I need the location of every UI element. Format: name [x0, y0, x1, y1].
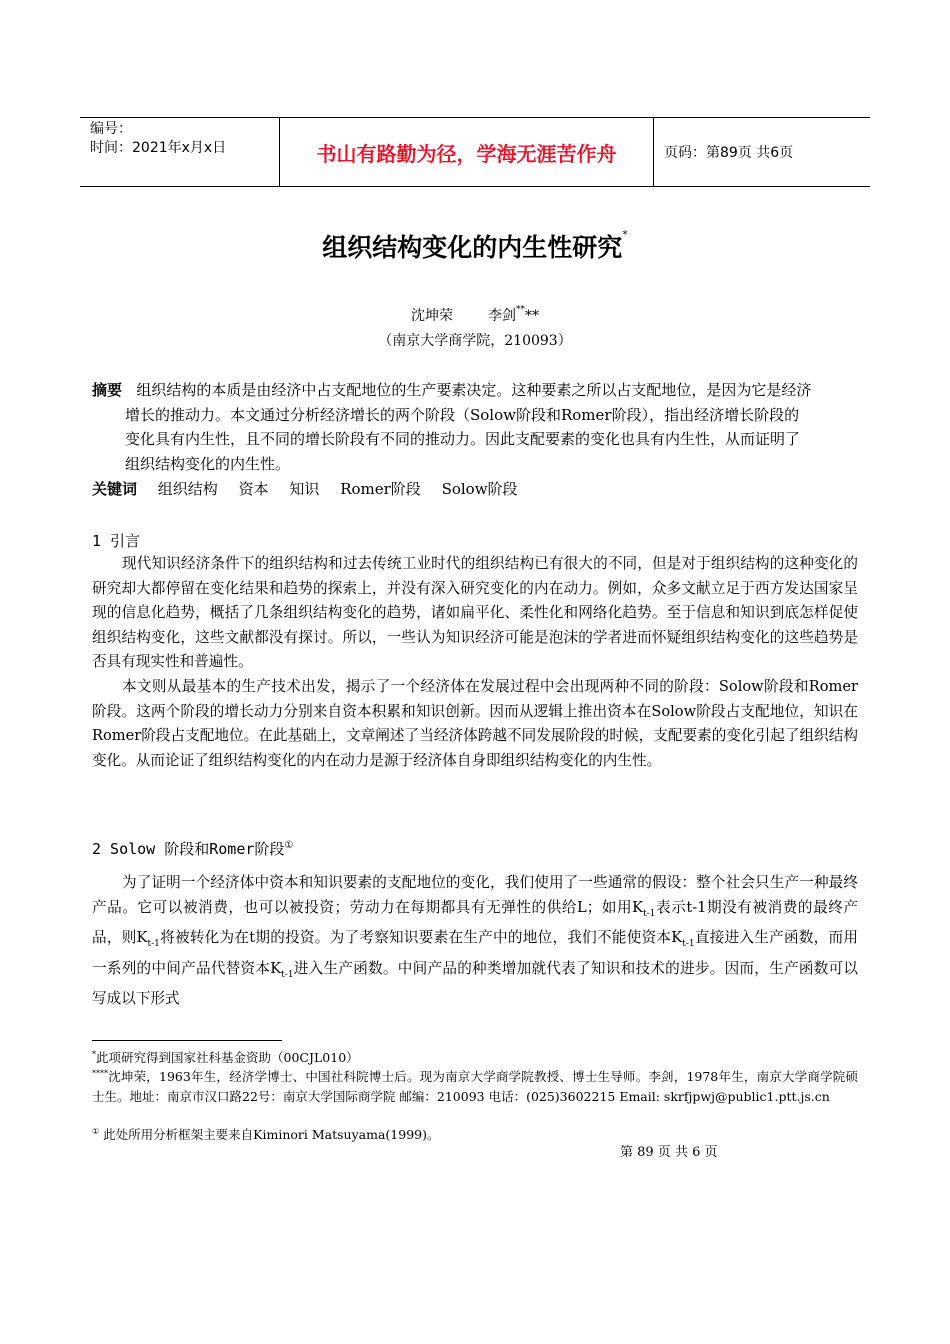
keyword-item: Solow阶段 [441, 480, 518, 498]
paragraph [92, 871, 858, 1012]
keywords [92, 478, 534, 499]
section-1-heading: 1 引言 [92, 532, 141, 550]
text-run: 表示t-1期没有被消费的最终产品，则K [92, 898, 858, 947]
keyword-item: 组织结构 [157, 480, 218, 498]
affiliation: （南京大学商学院，210093） [378, 333, 572, 349]
text-run: 将被转化为在t期的投资。为了考察知识要素在生产中的地位，我们不能使资本K [159, 929, 683, 947]
footnote-divider [92, 1040, 282, 1041]
abstract-text: 组织结构的本质是由经济中占支配地位的生产要素决定。这种要素之所以占支配地位，是因为它是经济增长的推动力。本文通过分析经济增长的两个阶段（Solow阶段和Romer阶段），指出经济增长阶段的变化具有内生性，且不同的增长阶段有不同的推动力。因此支配要素的变化也具有内生性，从而证明了组织结构变化的内生性。 [125, 381, 812, 473]
text-run: 直接进入生产函数，而用一系列的中间产品代替资本K [92, 929, 858, 977]
serial-label: 编号： [90, 121, 132, 137]
abstract-label: 摘要 [92, 381, 123, 399]
author-mark-tail: ** [524, 308, 539, 324]
footnote-text: 此处所用分析框架主要来自Kiminori Matsuyama(1999)。 [103, 1127, 440, 1143]
subscript: t-1 [281, 969, 294, 980]
date-label: 时间：2021年x月x日 [90, 140, 227, 156]
footnote-mark: * [92, 1050, 96, 1059]
subscript: t-1 [147, 939, 160, 949]
title-text: 组织结构变化的内生性研究 [322, 233, 623, 262]
title-footnote-mark: * [622, 228, 628, 241]
footnote-3 [92, 1122, 858, 1145]
keyword-item: 知识 [289, 480, 320, 498]
footnote-text: 沈坤荣，1963年生，经济学博士、中国社科院博士后。现为南京大学商学院教授、博士生导师。李剑，1978年生，南京大学商学院硕士生。地址：南京市汉口路22号：南京大学国际商学院 邮编：210093 电话：(025)3602215 Email: skrfjpwj@public1.ptt.js.cn [92, 1069, 858, 1105]
authors [0, 305, 950, 325]
text-run: 为了证明一个经济体中资本和知识要素的支配地位的变化，我们使用了一些通常的假设：整个社会只生产一种最终产品。它可以被消费，也可以被投资；劳动力在每期都具有无弹性的供给L；如用K [92, 874, 858, 916]
footnote-mark: ** [100, 1069, 108, 1078]
paragraph: 现代知识经济条件下的组织结构和过去传统工业时代的组织结构已有很大的不同，但是对于组织结构的这种变化的研究却大都停留在变化结果和趋势的探索上，并没有深入研究变化的内在动力。例如，众多文献立足于西方发达国家呈现的信息化趋势，概括了几条组织结构变化的趋势，诸如扁平化、柔性化和网络化趋势。至于信息和知识到底怎样促使组织结构变化，这些文献都没有探讨。所以，一些认为知识经济可能是泡沫的学者进而怀疑组织结构变化的这些趋势是否具有现实性和普遍性。 [92, 555, 858, 671]
paper-title [0, 228, 950, 264]
section-1-body [92, 552, 858, 773]
footnote-text: 此项研究得到国家社科基金资助（00CJL010） [96, 1050, 359, 1066]
subscript: t-1 [643, 908, 656, 919]
footnote-mark: ① [92, 1127, 100, 1136]
keyword-item: Romer阶段 [340, 480, 421, 498]
header-meta [80, 118, 280, 186]
paragraph: 本文则从最基本的生产技术出发，揭示了一个经济体在发展过程中会出现两种不同的阶段：Solow阶段和Romer阶段。这两个阶段的增长动力分别来自资本积累和知识创新。因而从逻辑上推出资本在Solow阶段占支配地位，知识在Romer阶段占支配地位。在此基础上，文章阐述了当经济体跨越不同发展阶段的时候，支配要素的变化引起了组织结构变化。从而论证了组织结构变化的内在动力是源于经济体自身即组织结构变化的内生性。 [92, 677, 858, 769]
keywords-label: 关键词 [92, 480, 138, 498]
author-2: 李剑 [487, 308, 516, 324]
abstract [92, 378, 812, 476]
author-1: 沈坤荣 [411, 308, 454, 324]
header-motto: 书山有路勤为径，学海无涯苦作舟 [280, 118, 654, 186]
keyword-item: 资本 [238, 480, 269, 498]
author-mark: ** [515, 305, 525, 315]
footnote-mark: ** [92, 1069, 100, 1078]
page-footer: 第 89 页 共 6 页 [620, 1145, 718, 1160]
section-2-heading-text: 2 Solow 阶段和Romer阶段 [92, 840, 285, 858]
document-header [80, 117, 870, 187]
section-2-heading [92, 838, 293, 859]
text-run: 进入生产函数。中间产品的种类增加就代表了知识和技术的进步。因而，生产函数可以写成以下形式 [92, 959, 858, 1008]
subscript: t-1 [682, 939, 695, 949]
section-2-body [92, 871, 858, 1012]
footnote-2 [92, 1064, 858, 1107]
section-2-footnote-mark: ① [284, 840, 294, 851]
header-page-label: 页码：第89页 共6页 [664, 145, 794, 161]
